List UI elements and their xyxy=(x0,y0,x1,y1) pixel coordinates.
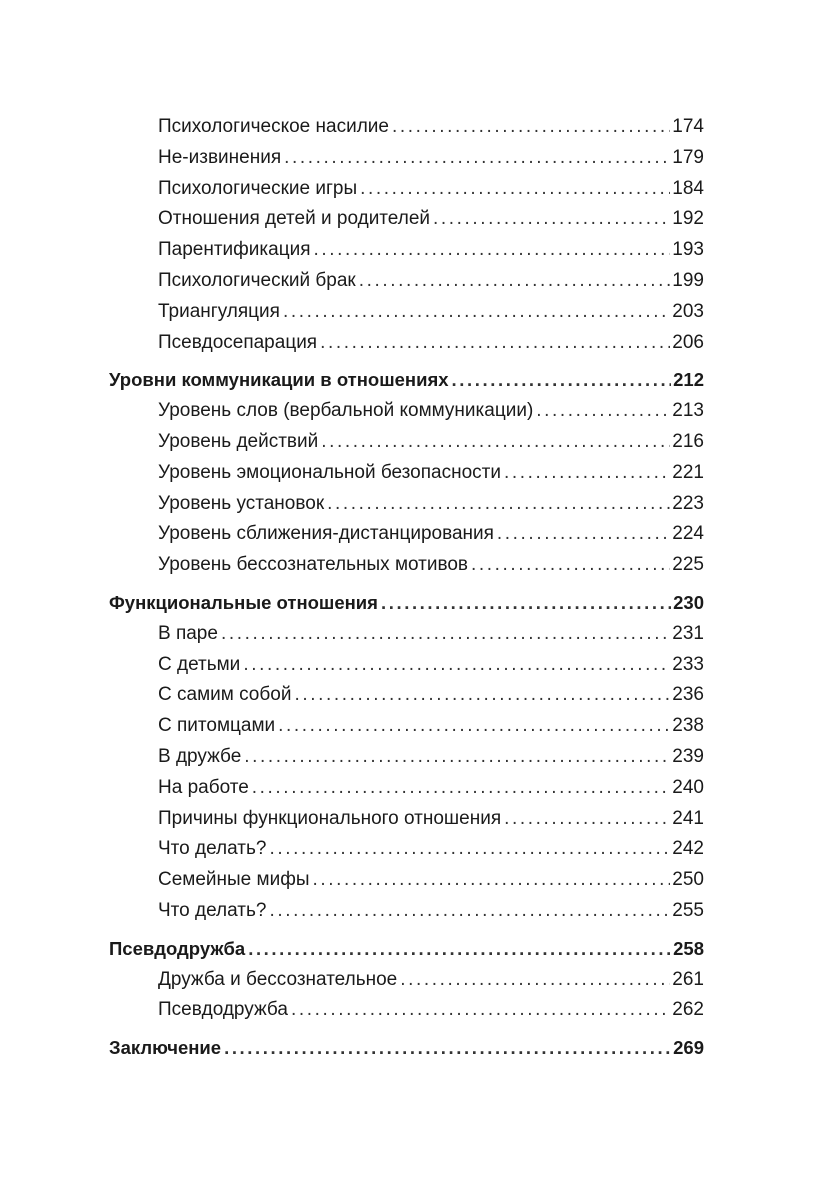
toc-subsection-entry xyxy=(109,680,704,711)
toc-chapter-entry xyxy=(109,365,704,396)
dot-leader xyxy=(433,204,670,235)
toc-entry-title: Психологический брак xyxy=(158,269,356,291)
toc-subsection-entry xyxy=(109,519,704,550)
dot-leader xyxy=(327,489,670,520)
toc-page-number: 203 xyxy=(672,300,704,322)
toc-entry-title: Уровень бессознательных мотивов xyxy=(158,554,469,576)
toc-subsection-entry xyxy=(109,804,704,835)
toc-subsection-entry xyxy=(109,489,704,520)
dot-leader xyxy=(400,965,670,996)
dot-leader xyxy=(291,995,670,1026)
dot-leader xyxy=(269,896,670,927)
toc-entry-title: Псевдосепарация xyxy=(158,331,318,353)
toc-page-number: 213 xyxy=(672,400,704,422)
dot-leader xyxy=(243,650,670,681)
dot-leader xyxy=(278,711,670,742)
toc-subsection-entry xyxy=(109,896,704,927)
dot-leader xyxy=(294,680,670,711)
toc-page-number: 269 xyxy=(673,1037,704,1059)
table-of-contents xyxy=(109,112,704,1064)
dot-leader xyxy=(452,365,672,396)
dot-leader xyxy=(321,427,670,458)
toc-entry-title: Что делать? xyxy=(158,899,267,921)
toc-entry-title: Дружба и бессознательное xyxy=(158,968,398,990)
toc-subsection-entry xyxy=(109,266,704,297)
dot-leader xyxy=(313,865,671,896)
toc-page-number: 250 xyxy=(672,869,704,891)
toc-subsection-entry xyxy=(109,112,704,143)
toc-entry-title: Психологическое насилие xyxy=(158,116,389,137)
toc-page-number: 216 xyxy=(672,430,704,452)
toc-page-number: 255 xyxy=(672,899,704,921)
toc-page-number: 184 xyxy=(672,177,704,199)
toc-chapter-entry xyxy=(109,588,704,619)
dot-leader xyxy=(360,174,670,205)
toc-subsection-entry xyxy=(109,995,704,1026)
toc-page-number: 230 xyxy=(673,591,704,613)
toc-page-number: 212 xyxy=(673,369,704,391)
toc-subsection-entry xyxy=(109,174,704,205)
toc-page-number: 193 xyxy=(672,239,704,261)
toc-page-number: 241 xyxy=(672,807,704,829)
toc-subsection-entry xyxy=(109,834,704,865)
toc-page-number: 174 xyxy=(672,116,704,137)
toc-subsection-entry xyxy=(109,204,704,235)
dot-leader xyxy=(244,742,670,773)
dot-leader xyxy=(381,588,671,619)
dot-leader xyxy=(269,834,670,865)
toc-subsection-entry xyxy=(109,427,704,458)
toc-entry-title: Уровень действий xyxy=(158,430,319,452)
toc-subsection-entry xyxy=(109,619,704,650)
toc-subsection-entry xyxy=(109,235,704,266)
toc-page-number: 258 xyxy=(673,937,704,959)
toc-entry-title: Парентификация xyxy=(158,239,311,261)
toc-page-number: 192 xyxy=(672,208,704,230)
toc-entry-title: Заключение xyxy=(109,1037,222,1059)
dot-leader xyxy=(504,804,670,835)
dot-leader xyxy=(497,519,670,550)
toc-subsection-entry xyxy=(109,865,704,896)
toc-subsection-entry xyxy=(109,742,704,773)
dot-leader xyxy=(314,235,671,266)
toc-entry-title: Триангуляция xyxy=(158,300,280,322)
toc-page-number: 231 xyxy=(672,622,704,644)
toc-page-number: 199 xyxy=(672,269,704,291)
toc-subsection-entry xyxy=(109,328,704,359)
toc-entry-title: Психологические игры xyxy=(158,177,358,199)
toc-entry-title: Уровень установок xyxy=(158,492,325,514)
toc-entry-title: Уровень эмоциональной безопасности xyxy=(158,461,501,483)
toc-page-number: 223 xyxy=(672,492,704,514)
toc-chapter-entry xyxy=(109,934,704,965)
toc-page-number: 221 xyxy=(672,461,704,483)
dot-leader xyxy=(224,1033,671,1064)
toc-entry-title: Семейные мифы xyxy=(158,869,310,891)
toc-entry-title: Отношения детей и родителей xyxy=(158,208,430,230)
toc-entry-title: Функциональные отношения xyxy=(109,591,378,613)
toc-subsection-entry xyxy=(109,650,704,681)
toc-subsection-entry xyxy=(109,396,704,427)
dot-leader xyxy=(504,458,670,489)
toc-subsection-entry xyxy=(109,297,704,328)
toc-page-number: 225 xyxy=(672,554,704,576)
dot-leader xyxy=(392,112,670,143)
toc-entry-title: С детьми xyxy=(158,653,241,675)
toc-page-number: 262 xyxy=(672,999,704,1021)
toc-entry-title: Что делать? xyxy=(158,838,267,860)
toc-entry-title: В дружбе xyxy=(158,745,242,767)
toc-subsection-entry xyxy=(109,965,704,996)
toc-entry-title: На работе xyxy=(158,776,249,798)
dot-leader xyxy=(284,143,670,174)
toc-chapter-entry xyxy=(109,1033,704,1064)
toc-page-number: 240 xyxy=(672,776,704,798)
toc-subsection-entry xyxy=(109,773,704,804)
dot-leader xyxy=(252,773,671,804)
toc-entry-title: Не-извинения xyxy=(158,146,282,168)
toc-page-number: 239 xyxy=(672,745,704,767)
toc-subsection-entry xyxy=(109,458,704,489)
toc-entry-title: В паре xyxy=(158,622,218,644)
toc-entry-title: С самим собой xyxy=(158,684,292,706)
toc-subsection-entry xyxy=(109,143,704,174)
toc-entry-title: Уровень слов (вербальной коммуникации) xyxy=(158,400,534,422)
toc-entry-title: Псевдодружба xyxy=(109,937,246,959)
toc-page-number: 238 xyxy=(672,715,704,737)
toc-subsection-entry xyxy=(109,550,704,581)
dot-leader xyxy=(248,934,671,965)
toc-subsection-entry xyxy=(109,711,704,742)
toc-page-number: 224 xyxy=(672,523,704,545)
toc-page-number: 261 xyxy=(672,968,704,990)
dot-leader xyxy=(471,550,670,581)
toc-page-number: 236 xyxy=(672,684,704,706)
dot-leader xyxy=(536,396,670,427)
dot-leader xyxy=(320,328,670,359)
toc-page-number: 206 xyxy=(672,331,704,353)
dot-leader xyxy=(283,297,670,328)
toc-entry-title: Уровни коммуникации в отношениях xyxy=(109,369,449,391)
toc-entry-title: Псевдодружба xyxy=(158,999,288,1021)
toc-entry-title: С питомцами xyxy=(158,715,276,737)
dot-leader xyxy=(221,619,670,650)
toc-entry-title: Уровень сближения-дистанцирования xyxy=(158,523,494,545)
toc-page-number: 179 xyxy=(672,146,704,168)
toc-page-number: 233 xyxy=(672,653,704,675)
toc-entry-title: Причины функционального отношения xyxy=(158,807,502,829)
toc-page-number: 242 xyxy=(672,838,704,860)
dot-leader xyxy=(359,266,671,297)
